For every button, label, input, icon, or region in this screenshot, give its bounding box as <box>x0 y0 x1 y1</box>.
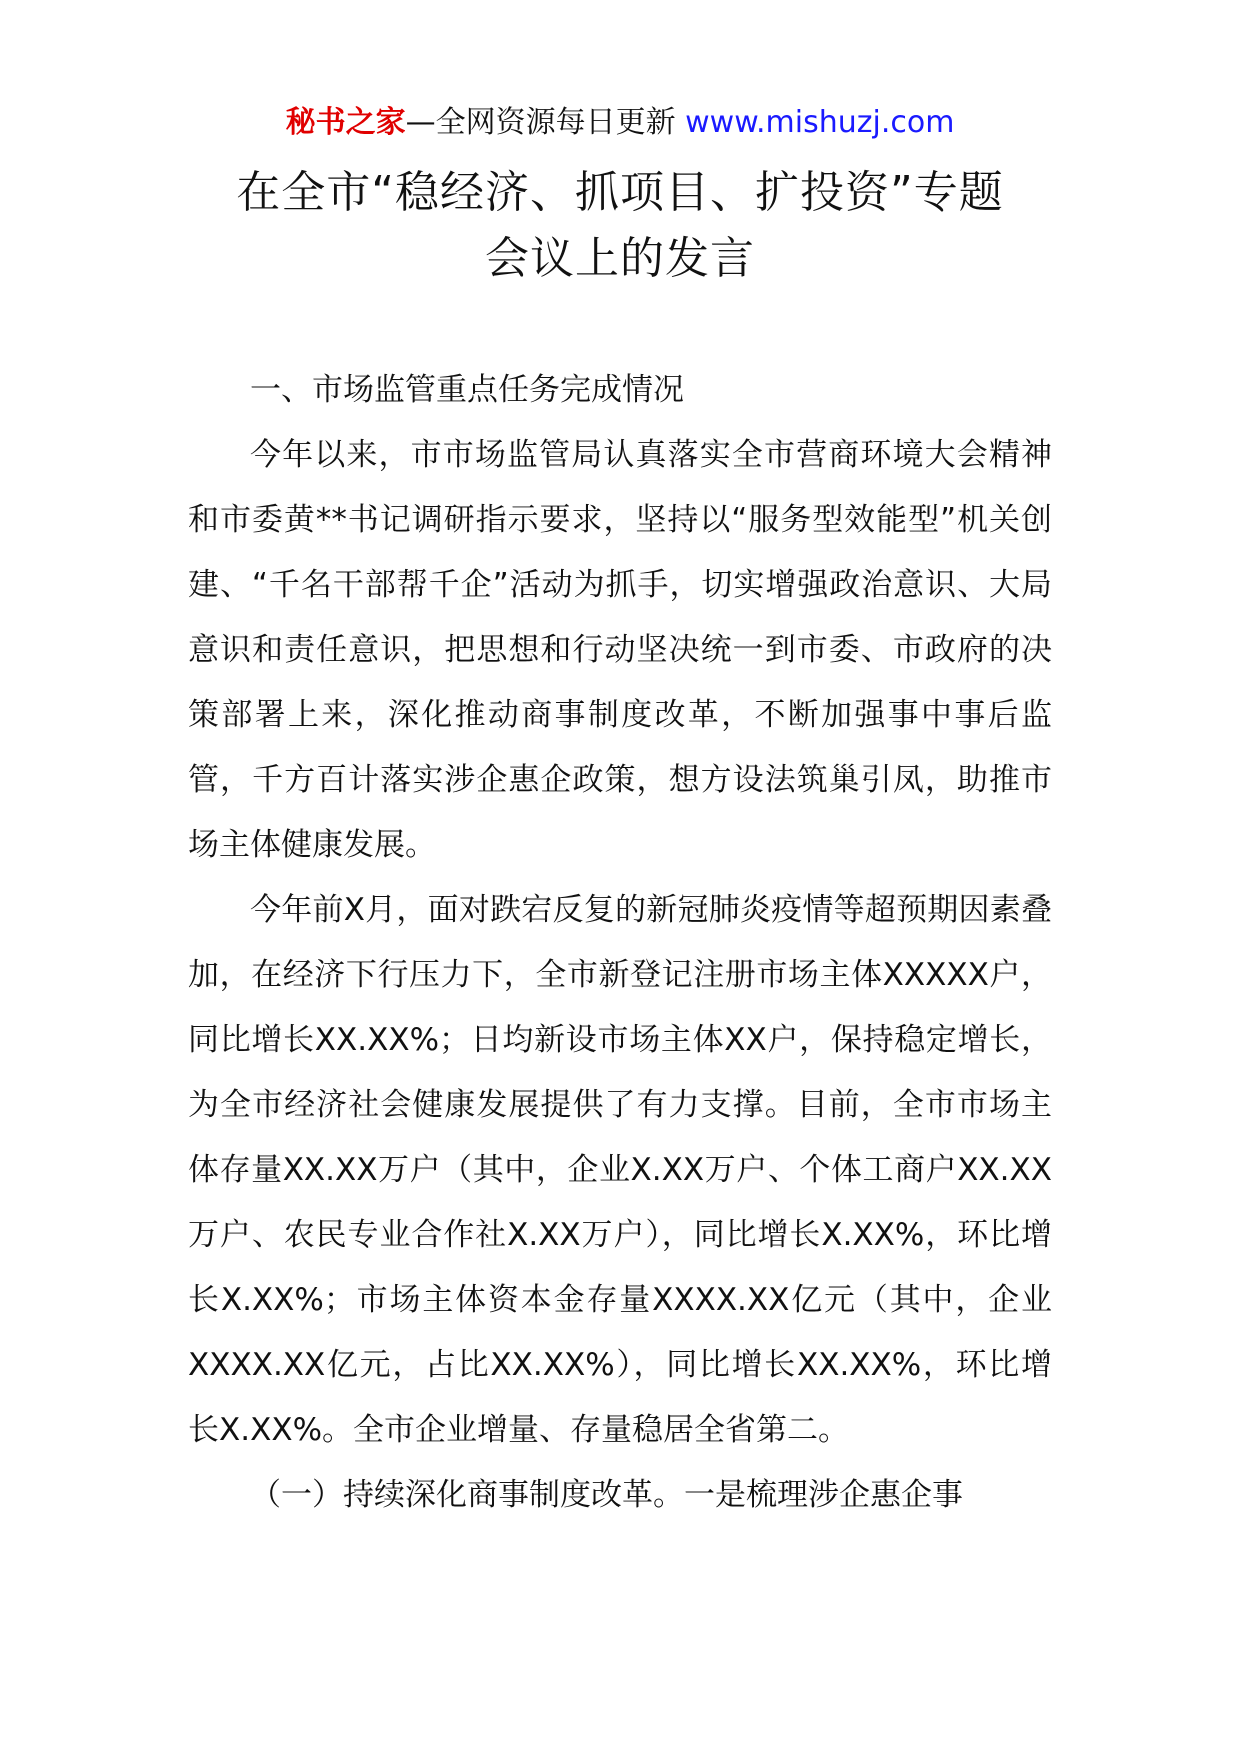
title-line-2: 会议上的发言 <box>485 233 755 284</box>
title-line-1: 在全市“稳经济、抓项目、扩投资”专题 <box>236 167 1004 218</box>
paragraph-1: 今年以来，市市场监管局认真落实全市营商环境大会精神和市委黄**书记调研指示要求，坚持以“服务型效能型”机关创建、“千名干部帮千企”活动为抓手，切实增强政治意识、大局意识和责任意识，把思想和行动坚决统一到市委、市政府的决策部署上来，深化推动商事制度改革，不断加强事中事后监管，千方百计落实涉企惠企政策，想方设法筑巢引凤，助推市场主体健康发展。 <box>188 437 1052 863</box>
paragraph-2: 今年前X月，面对跌宕反复的新冠肺炎疫情等超预期因素叠加，在经济下行压力下，全市新登记注册市场主体XXXXX户，同比增长XX.XX%；日均新设市场主体XX户，保持稳定增长，为全市经济社会健康发展提供了有力支撑。目前，全市市场主体存量XX.XX万户（其中，企业X.XX万户、个体工商户XX.XX万户、农民专业合作社X.XX万户），同比增长X.XX%，环比增长X.XX%；市场主体资本金存量XXXX.XX亿元（其中，企业XXXX.XX亿元，占比XX.XX%），同比增长XX.XX%，环比增长X.XX%。全市企业增量、存量稳居全省第二。 <box>188 892 1052 1448</box>
document-body <box>188 358 1052 1528</box>
site-header <box>0 102 1240 144</box>
paragraph-3: （一）持续深化商事制度改革。一是梳理涉企惠企事 <box>250 1477 963 1513</box>
section-heading: 一、市场监管重点任务完成情况 <box>250 372 684 408</box>
brand-name: 秘书之家 <box>285 105 406 140</box>
header-slogan: —全网资源每日更新 <box>405 105 686 140</box>
site-url-link[interactable]: www.mishuzj.com <box>685 105 955 140</box>
document-title <box>150 160 1090 292</box>
